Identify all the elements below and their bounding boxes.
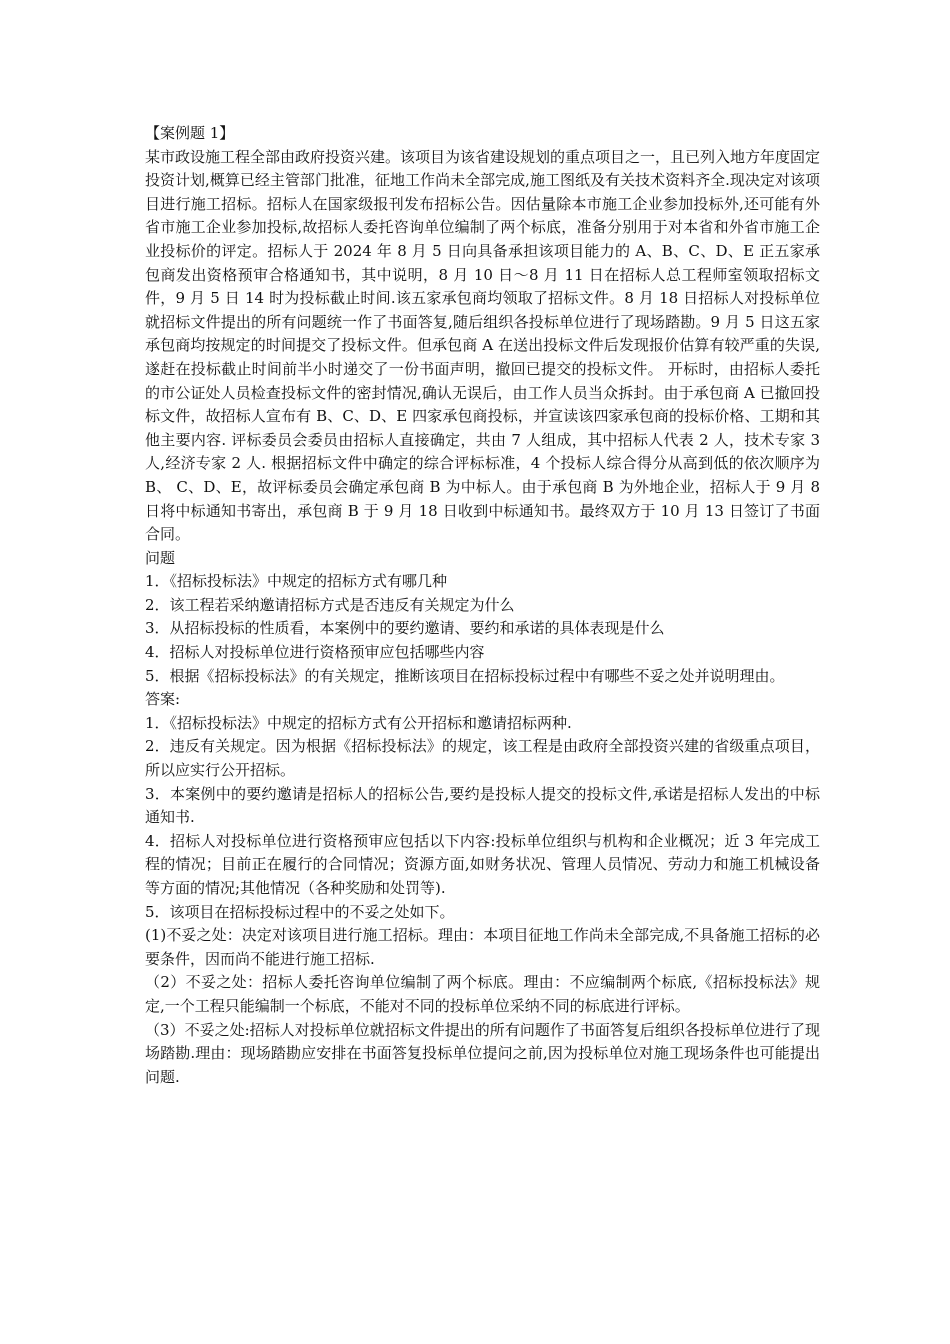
- answer-item: (1)不妥之处：决定对该项目进行施工招标。理由：本项目征地工作尚未全部完成,不具备施工招标的必要条件，因而尚不能进行施工招标.: [145, 926, 820, 968]
- answer-item: 4．招标人对投标单位进行资格预审应包括以下内容:投标单位组织与机构和企业概况；近 3 年完成工程的情况；目前正在履行的合同情况；资源方面,如财务状况、管理人员情况、劳动力和施工机械设备等方面的情况;其他情况（各种奖励和处罚等).: [145, 831, 820, 897]
- question-item: 5．根据《招标投标法》的有关规定，推断该项目在招标投标过程中有哪些不妥之处并说明理由。: [145, 666, 785, 685]
- case-title: 【案例题 1】: [145, 124, 235, 142]
- answers-heading: 答案:: [145, 690, 181, 709]
- question-item: 4．招标人对投标单位进行资格预审应包括哪些内容: [145, 643, 485, 662]
- question-item: 3．从招标投标的性质看，本案例中的要约邀请、要约和承诺的具体表现是什么: [145, 619, 665, 638]
- answer-item: 1．《招标投标法》中规定的招标方式有公开招标和邀请招标两种.: [145, 713, 572, 732]
- answer-item: 5．该项目在招标投标过程中的不妥之处如下。: [145, 902, 455, 921]
- answer-item: （3）不妥之处:招标人对投标单位就招标文件提出的所有问题作了书面答复后组织各投标单位进行了现场踏勘.理由：现场踏勘应安排在书面答复投标单位提问之前,因为投标单位对施工现场条件也可能提出问题.: [145, 1020, 820, 1086]
- question-item: 1．《招标投标法》中规定的招标方式有哪几种: [145, 572, 448, 591]
- case-description: 某市政设施工程全部由政府投资兴建。该项目为该省建设规划的重点项目之一，且已列入地方年度固定投资计划,概算已经主管部门批准，征地工作尚未全部完成,施工图纸及有关技术资料齐全.现决定对该项目进行施工招标。招标人在国家级报刊发布招标公告。因估量除本市施工企业参加投标外,还可能有外省市施工企业参加投标,故招标人委托咨询单位编制了两个标底，准备分别用于对本省和外省市施工企业投标价的评定。招标人于 2024 年 8 月 5 日向具备承担该项目能力的 A、B、C、D、E 正五家承包商发出资格预审合格通知书，其中说明，8 月 10 日～8 月 11 日在招标人总工程师室领取招标文件，9 月 5 日 14 时为投标截止时间.该五家承包商均领取了招标文件。8 月 18 日招标人对投标单位就招标文件提出的所有问题统一作了书面答复,随后组织各投标单位进行了现场踏勘。9 月 5 日这五家承包商均按规定的时间提交了投标文件。但承包商 A 在送出投标文件后发现报价估算有较严重的失误,遂赶在投标截止时间前半小时递交了一份书面声明，撤回已提交的投标文件。 开标时，由招标人委托的市公证处人员检查投标文件的密封情况,确认无误后，由工作人员当众拆封。由于承包商 A 已撤回投标文件，故招标人宣布有 B、C、D、E 四家承包商投标，并宣读该四家承包商的投标价格、工期和其他主要内容. 评标委员会委员由招标人直接确定，共由 7 人组成，其中招标人代表 2 人，技术专家 3 人,经济专家 2 人. 根据招标文件中确定的综合评标标准，4 个投标人综合得分从高到低的依次顺序为 B、 C、D、E，故评标委员会确定承包商 B 为中标人。由于承包商 B 为外地企业，招标人于 9 月 8 日将中标通知书寄出，承包商 B 于 9 月 18 日收到中标通知书。最终双方于 10 月 13 日签订了书面合同。: [145, 147, 821, 544]
- answer-item: （2）不妥之处：招标人委托咨询单位编制了两个标底。理由：不应编制两个标底,《招标投标法》规定,一个工程只能编制一个标底，不能对不同的投标单位采纳不同的标底进行评标。: [145, 973, 820, 1015]
- answers-section: [145, 688, 820, 1089]
- question-item: 2．该工程若采纳邀请招标方式是否违反有关规定为什么: [145, 595, 515, 614]
- questions-heading: 问题: [145, 548, 176, 567]
- answer-item: 2．违反有关规定。因为根据《招标投标法》的规定，该工程是由政府全部投资兴建的省级重点项目，所以应实行公开招标。: [145, 737, 820, 780]
- document-page: [145, 122, 820, 1089]
- questions-section: [145, 547, 820, 689]
- answer-item: 3．本案例中的要约邀请是招标人的招标公告,要约是投标人提交的投标文件,承诺是招标人发出的中标通知书.: [145, 784, 820, 827]
